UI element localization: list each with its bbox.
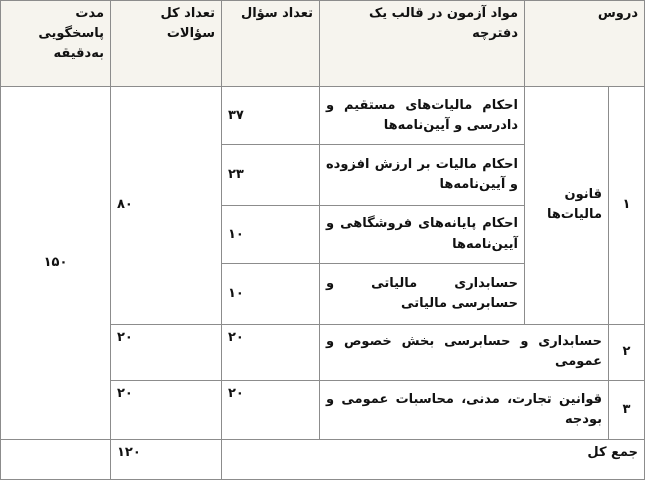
total-questions: ۲۰ <box>111 381 222 439</box>
header-courses: دروس <box>525 1 645 87</box>
subject-cell: قوانین تجارت، مدنی، محاسبات عمومی و بودجه <box>320 381 609 439</box>
row-group: قانون مالیات‌ها <box>525 87 609 325</box>
header-materials: مواد آزمون در قالب یک دفترچه <box>320 1 525 87</box>
question-count: ۲۰ <box>222 324 320 380</box>
question-count: ۱۰ <box>222 264 320 324</box>
header-question-count: تعداد سؤال <box>222 1 320 87</box>
subject-cell: حسابداری مالیاتی و حسابرسی مالیاتی <box>320 264 525 324</box>
duration-minutes: ۱۵۰ <box>1 87 111 440</box>
subject-cell: احکام مالیات بر ارزش افزوده و آیین‌نامه‌ها <box>320 145 525 205</box>
header-duration: مدت پاسخگویی به‌دقیقه <box>1 1 111 87</box>
total-questions: ۸۰ <box>111 87 222 325</box>
header-row <box>1 1 645 87</box>
row-index: ۲ <box>609 324 645 380</box>
subject-cell: احکام مالیات‌های مستقیم و دادرسی و آیین‌نامه‌ها <box>320 87 525 145</box>
header-total-questions: تعداد کل سؤالات <box>111 1 222 87</box>
question-count: ۲۳ <box>222 145 320 205</box>
question-count: ۲۰ <box>222 381 320 439</box>
subject-cell: احکام پایانه‌های فروشگاهی و آیین‌نامه‌ها <box>320 205 525 263</box>
sum-row <box>1 439 645 479</box>
question-count: ۱۰ <box>222 205 320 263</box>
question-count: ۳۷ <box>222 87 320 145</box>
empty-cell <box>1 439 111 479</box>
row-index: ۱ <box>609 87 645 325</box>
row-index: ۳ <box>609 381 645 439</box>
sum-label: جمع کل <box>222 439 645 479</box>
total-questions: ۲۰ <box>111 324 222 380</box>
sum-total: ۱۲۰ <box>111 439 222 479</box>
subject-cell: حسابداری و حسابرسی بخش خصوص و عمومی <box>320 324 609 380</box>
table-row <box>1 87 645 145</box>
